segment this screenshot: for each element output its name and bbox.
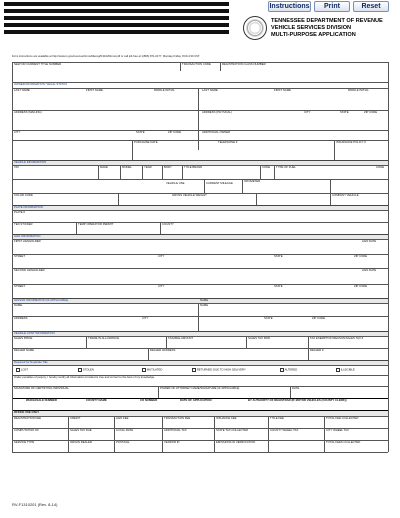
form-number: RV-F1310201 (Rev. 8-14) (12, 502, 58, 507)
vendor-label: VENDOR ID (164, 440, 180, 444)
dealer-address-label: DEALER ADDRESS (150, 348, 176, 352)
application-date-label: DATE OF APPLICATION (180, 398, 212, 402)
total-fee-label: TOTAL FEE COLLECTED (326, 416, 359, 420)
lessor-name-label: NAME (14, 303, 23, 307)
first-lienholder-label: FIRST LIENHOLDER (14, 239, 41, 243)
application-form (12, 62, 388, 487)
county-wheel-tax-label: COUNTY WHEEL TAX (270, 428, 299, 432)
title-brand-code-label: CODE (262, 165, 271, 169)
title-number-label: NEW OR CURRENT TITLE NUMBER (14, 62, 62, 66)
city-wheel-tax-label: CITY WHEEL TAX (326, 428, 349, 432)
stolen-label: STOLEN (82, 367, 94, 372)
local-rate-label: LOCAL RATE (116, 428, 134, 432)
ted-sticker-label: TED STICKER (14, 222, 33, 226)
instructions-button[interactable]: Instructions (269, 3, 310, 10)
vehicle-use-label: VEHICLE USE (166, 181, 185, 185)
mutilated-label: MUTILATED (146, 367, 163, 372)
vehicle-info-label: VEHICLE INFORMATION (14, 160, 47, 164)
first-lien-city-label: CITY (158, 254, 165, 258)
header-rule (4, 9, 229, 13)
fuel-type-label: TYPE OF FUEL (276, 165, 296, 169)
temp-operator-label: TEMP OPERATOR PERMIT (78, 222, 114, 226)
registration-fee-label: REGISTRATION FEE (14, 416, 41, 420)
sales-tax-due-label: SALES TAX DUE (70, 428, 92, 432)
taxable-amount-label: TAXABLE AMOUNT (168, 336, 194, 340)
plate-info-label: PLATE INFORMATION (14, 205, 43, 209)
year-label: YEAR (144, 165, 152, 169)
header-division: VEHICLE SERVICES DIVISION (271, 25, 352, 31)
postage-label: POSTAGE (116, 440, 130, 444)
additional-owner-label: ADDITIONAL OWNER (202, 130, 231, 134)
vehicle-cost-label: VEHICLE COST INFORMATION (14, 331, 55, 335)
wholesale-number-label: WHOLESALE NUMBER (26, 398, 57, 402)
emissions-label: EMISSIONS ID VERIFICATION (216, 440, 256, 444)
computation-label: COMPUTATION OF (14, 428, 39, 432)
instructions-note: Form instructions are available at http://www.tn.gov/revenue/forms/titlereg/f1310201inst.pdf or call toll-free at 1(866) 871-0177, Monday-Friday, 8:00-4:30 CST. (12, 55, 201, 58)
gross-weight-label: GROSS VEHICLE WEIGHT (172, 193, 207, 197)
header-rule (4, 16, 229, 20)
current-mileage-label: CURRENT MILEAGE (206, 181, 233, 185)
body-label: BODY (164, 165, 172, 169)
dealer-number-label: DEALER # (310, 348, 324, 352)
altered-label: ALTERED (284, 367, 298, 372)
signature-date-label: DATE (292, 386, 300, 390)
owner-first-name-label: FIRST NAME (86, 88, 103, 92)
mutilated-checkbox[interactable] (142, 368, 146, 372)
first-lien-street-label: STREET (14, 254, 26, 258)
plate-county-label: COUNTY (162, 222, 174, 226)
issuance-fee-label: ISSUANCE FEE (216, 416, 237, 420)
second-lien-state-label: STATE (274, 284, 283, 288)
tax-exemption-label: TAX EXEMPTION REASON/SALES TAX # (310, 336, 364, 340)
duplicate-title-label: Required for Duplicate Title (14, 360, 48, 364)
print-button[interactable]: Print (314, 1, 350, 12)
header-rule (4, 2, 229, 6)
second-lien-zip-label: ZIP CODE (354, 284, 368, 288)
transaction-fee-label: TRANSACTION FEE (164, 416, 191, 420)
model-label: MODEL (122, 165, 132, 169)
lien-fee-label: LIEN FEE (116, 416, 129, 420)
purchase-date-label: PURCHASE DATE (134, 140, 158, 144)
second-lien-date-label: LIEN DATE (362, 268, 377, 272)
transaction-code-label: TRANSACTION CODE (182, 62, 211, 66)
co-owner-last-name-label: LAST NAME (202, 88, 218, 92)
fuel-code-label: CODE (376, 165, 385, 169)
sales-price-label: SALES PRICE (14, 336, 33, 340)
signature-label: SIGNATURE OF CERTIFYING INDIVIDUAL (14, 386, 69, 390)
color-code-label: COLOR CODE (14, 193, 33, 197)
physical-address-label: ADDRESS (PHYSICAL) (202, 110, 232, 114)
header-form-title: MULTI-PURPOSE APPLICATION (271, 32, 356, 38)
header-rule (4, 30, 229, 34)
lessee-name-label: NAME (200, 298, 209, 302)
first-lien-state-label: STATE (274, 254, 283, 258)
lost-checkbox[interactable] (16, 368, 20, 372)
first-lien-date-label: LIEN DATE (362, 239, 377, 243)
second-lien-city-label: CITY (158, 284, 165, 288)
perjury-statement: Under penalties of perjury, I hereby certify all information provided is true and correct to the best of my knowledge. (14, 375, 155, 379)
second-lienholder-label: SECOND LIENHOLDER (14, 268, 45, 272)
owner-last-name-label: LAST NAME (14, 88, 30, 92)
returned-label: RETURNED DUE TO HIGH DELIVERY (196, 367, 246, 372)
first-lien-zip-label: ZIP CODE (354, 254, 368, 258)
mailing-city-label: CITY (14, 130, 21, 134)
mailing-state-label: STATE (136, 130, 145, 134)
mailing-zip-label: ZIP CODE (168, 130, 182, 134)
lessor-address-label: ADDRESS (14, 316, 28, 320)
lessee-name-label-2: NAME (200, 303, 209, 307)
co-owner-first-name-label: FIRST NAME (274, 88, 291, 92)
poa-label: POWER OF ATTORNEY NAME/SIGNATURE (IF APPLICABLE) (160, 386, 240, 390)
mailing-address-label: ADDRESS (MAILING) (14, 110, 42, 114)
sales-tax-paid-label: SALES TAX PAID (248, 336, 271, 340)
lessor-city-label: CITY (142, 316, 149, 320)
office-use-label: OFFICE USE ONLY (14, 410, 40, 414)
second-lien-street-label: STREET (14, 284, 26, 288)
lost-label: LOST (20, 367, 29, 372)
county-name-label: COUNTY NAME (86, 398, 107, 402)
additional-tax-label: ADDITIONAL TAX (164, 428, 187, 432)
co-number-label: CO NUMBER (140, 398, 158, 402)
odometer-label: ODOMETER (244, 179, 261, 183)
service-type-label: SERVICE TYPE (14, 440, 35, 444)
returned-checkbox[interactable] (192, 368, 196, 372)
physical-state-label: STATE (340, 110, 349, 114)
co-owner-mi-label: MIDDLE INITIAL (348, 88, 369, 92)
telephone-label: TELEPHONE # (218, 140, 238, 144)
company-vehicle-label: COMPANY VEHICLE (332, 193, 359, 197)
lessor-state-label: STATE (264, 316, 273, 320)
make-label: MAKE (100, 165, 108, 169)
trade-in-label: TRADE IN ALLOWANCE (88, 336, 120, 340)
total-fees-collected-label: TOTAL FEES COLLECTED (326, 440, 361, 444)
title-fee-label: TITLE FEE (270, 416, 284, 420)
illegible-checkbox[interactable] (336, 368, 340, 372)
state-tax-label: STATE TAX COLLECTED (216, 428, 249, 432)
plate-number-label: PLATE # (14, 210, 25, 214)
insurance-policy-label: INSURANCE POLICY # (336, 140, 366, 144)
dealer-name-label: DEALER NAME (14, 348, 35, 352)
header-rule (4, 23, 229, 27)
header-department: TENNESSEE DEPARTMENT OF REVENUE (271, 18, 383, 24)
credit-label: CREDIT (70, 416, 81, 420)
origin-dealer-label: ORIGIN DEALER (70, 440, 92, 444)
owner-mi-label: MIDDLE INITIAL (154, 88, 175, 92)
title-brand-label: TITLE BRAND (184, 165, 203, 169)
reset-button[interactable]: Reset (353, 1, 389, 12)
lessor-zip-label: ZIP CODE (312, 316, 326, 320)
physical-zip-label: ZIP CODE (364, 110, 378, 114)
altered-checkbox[interactable] (280, 368, 284, 372)
registrar-authority-label: BY AUTHORITY OF REGISTRAR (IF MOTOR VEHICLES (COUNTY CLERK)) (248, 398, 347, 402)
lien-info-label: LIEN INFORMATION (14, 234, 41, 238)
stolen-checkbox[interactable] (78, 368, 82, 372)
lessor-info-label: LESSOR INFORMATION (IF APPLICABLE) (14, 298, 69, 302)
illegible-label: ILLEGIBLE (340, 367, 355, 372)
vin-label: VIN (14, 165, 19, 169)
state-seal-icon (243, 16, 267, 40)
owner-info-label: OWNER INFORMATION *LEGAL STATUS (14, 82, 68, 86)
reg-class-label: REGISTRATION CLASS NUMBER (222, 62, 266, 66)
physical-city-label: CITY (304, 110, 311, 114)
